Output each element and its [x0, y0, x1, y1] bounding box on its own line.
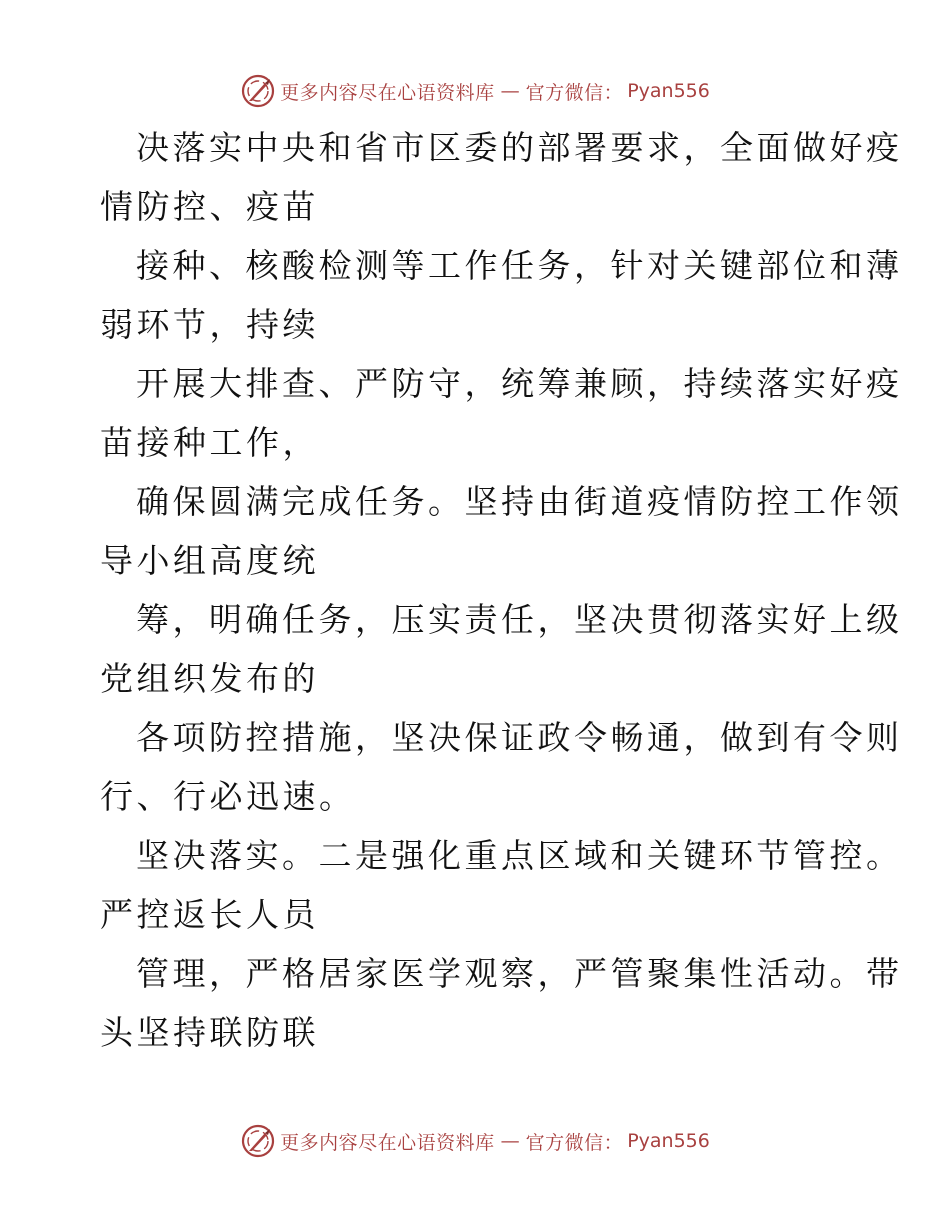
paragraph-line: 各项防控措施，坚决保证政令畅通，做到有令则	[136, 718, 903, 757]
quill-pen-logo-icon	[240, 1123, 276, 1159]
watermark-wechat-label: 官方微信：	[525, 1131, 624, 1154]
paragraph-line: 导小组高度统	[100, 541, 319, 580]
quill-pen-logo-icon	[240, 73, 276, 109]
paragraph-line: 坚决落实。二是强化重点区域和关键环节管控。	[136, 836, 903, 875]
paragraph-line: 接种、核酸检测等工作任务，针对关键部位和薄	[136, 246, 903, 285]
paragraph-line: 党组织发布的	[100, 659, 319, 698]
watermark-wechat-label: 官方微信：	[525, 81, 624, 104]
watermark-wechat-id: Pyan556	[627, 80, 710, 102]
paragraph-line: 行、行必迅速。	[100, 777, 356, 816]
paragraph	[100, 944, 903, 1062]
paragraph-line: 确保圆满完成任务。坚持由街道疫情防控工作领	[136, 482, 903, 521]
paragraph	[100, 708, 903, 826]
document-body	[100, 118, 903, 1062]
paragraph	[100, 236, 903, 354]
watermark-text: 更多内容尽在心语资料库	[280, 1131, 495, 1154]
header-watermark	[0, 71, 950, 111]
paragraph-line: 决落实中央和省市区委的部署要求，全面做好疫	[136, 128, 903, 167]
watermark-separator: —	[500, 1130, 520, 1152]
paragraph-line: 管理，严格居家医学观察，严管聚集性活动。带	[136, 954, 903, 993]
footer-watermark	[0, 1121, 950, 1161]
watermark-text: 更多内容尽在心语资料库	[280, 81, 495, 104]
paragraph-line: 筹，明确任务，压实责任，坚决贯彻落实好上级	[136, 600, 903, 639]
paragraph-line: 弱环节，持续	[100, 305, 319, 344]
paragraph	[100, 472, 903, 590]
watermark-separator: —	[500, 80, 520, 102]
paragraph	[100, 354, 903, 472]
paragraph-line: 情防控、疫苗	[100, 187, 319, 226]
paragraph-line: 头坚持联防联	[100, 1013, 319, 1052]
watermark-wechat-id: Pyan556	[627, 1130, 710, 1152]
paragraph	[100, 590, 903, 708]
paragraph	[100, 118, 903, 236]
paragraph-line: 严控返长人员	[100, 895, 319, 934]
paragraph-line: 开展大排查、严防守，统筹兼顾，持续落实好疫	[136, 364, 903, 403]
paragraph	[100, 826, 903, 944]
paragraph-line: 苗接种工作，	[100, 423, 319, 462]
